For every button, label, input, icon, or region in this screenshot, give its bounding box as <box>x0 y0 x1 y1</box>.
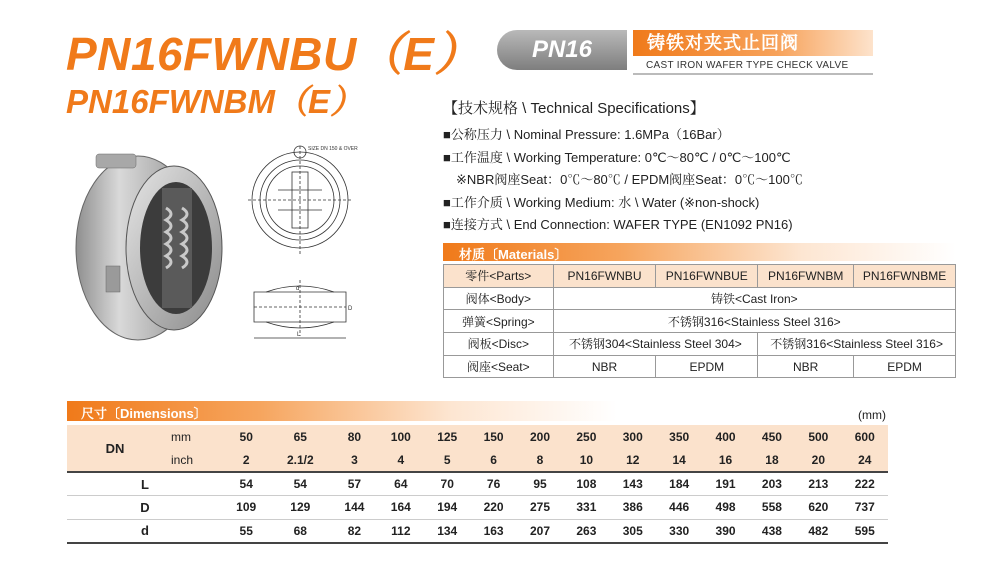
valve-photo <box>66 148 226 348</box>
technical-drawing <box>248 140 368 340</box>
side-view <box>254 280 346 338</box>
dimension-value: 482 <box>795 519 841 543</box>
dimension-row-label: d <box>67 519 223 543</box>
materials-header-model: PN16FWNBU <box>553 265 656 288</box>
dn-mm-value: 80 <box>331 425 377 449</box>
dn-inch-value: 12 <box>610 449 656 473</box>
drawing-dim-d: d <box>296 286 300 292</box>
dimension-value: 129 <box>269 496 331 520</box>
dn-mm-value: 350 <box>656 425 702 449</box>
spec-heading: 【技术规格 \ Technical Specifications】 <box>443 100 705 117</box>
materials-header-bar <box>443 243 956 261</box>
english-subtitle: CAST IRON WAFER TYPE CHECK VALVE <box>646 60 849 71</box>
material-value: 铸铁<Cast Iron> <box>553 287 955 310</box>
dimension-value: 203 <box>749 472 795 496</box>
drawing-size-note: SIZE DN 150 & OVER <box>308 146 358 152</box>
material-value: NBR <box>553 355 656 378</box>
technical-specifications <box>443 97 803 237</box>
dn-mm-value: 250 <box>563 425 609 449</box>
dn-mm-value: 65 <box>269 425 331 449</box>
spec-working-temperature: ■工作温度 \ Working Temperature: 0℃～80℃ / 0℃～100℃ <box>443 149 791 165</box>
product-title-sub: PN16FWNBM（E） <box>66 83 364 120</box>
dimension-value: 386 <box>610 496 656 520</box>
dimension-value: 438 <box>749 519 795 543</box>
dimension-value: 213 <box>795 472 841 496</box>
material-value: 不锈钢316<Stainless Steel 316> <box>553 310 955 333</box>
dimension-value: 446 <box>656 496 702 520</box>
dimension-value: 331 <box>563 496 609 520</box>
materials-table <box>443 264 956 378</box>
materials-row-body <box>444 287 956 310</box>
dn-mm-value: 100 <box>378 425 424 449</box>
material-part-label: 阀体<Body> <box>444 287 554 310</box>
dimension-value: 55 <box>223 519 269 543</box>
dimension-value: 95 <box>517 472 563 496</box>
dimension-value: 558 <box>749 496 795 520</box>
dn-inch-value: 24 <box>842 449 888 473</box>
pressure-badge: PN16 <box>497 30 627 70</box>
dimension-value: 305 <box>610 519 656 543</box>
dimension-value: 220 <box>470 496 516 520</box>
dimension-value: 595 <box>842 519 888 543</box>
materials-header-model: PN16FWNBM <box>758 265 854 288</box>
dn-mm-row <box>67 425 888 449</box>
dimension-value: 76 <box>470 472 516 496</box>
dimension-value: 498 <box>702 496 748 520</box>
materials-title: 材质〔Materials〕 <box>459 247 568 262</box>
dimension-value: 57 <box>331 472 377 496</box>
dn-inch-value: 2 <box>223 449 269 473</box>
dn-inch-value: 14 <box>656 449 702 473</box>
materials-header-row <box>444 265 956 288</box>
dn-inch-value: 8 <box>517 449 563 473</box>
material-part-label: 阀座<Seat> <box>444 355 554 378</box>
dimension-value: 164 <box>378 496 424 520</box>
dimension-value: 68 <box>269 519 331 543</box>
dimension-value: 112 <box>378 519 424 543</box>
dimension-value: 737 <box>842 496 888 520</box>
dimension-row-L <box>67 472 888 496</box>
material-value: EPDM <box>854 355 956 378</box>
dimension-row-label: L <box>67 472 223 496</box>
dimension-value: 143 <box>610 472 656 496</box>
dimension-value: 70 <box>424 472 470 496</box>
dimension-value: 263 <box>563 519 609 543</box>
dimension-value: 64 <box>378 472 424 496</box>
dimension-value: 163 <box>470 519 516 543</box>
dimensions-table <box>67 425 888 544</box>
dn-inch-value: 3 <box>331 449 377 473</box>
subtitle-underline <box>633 73 873 75</box>
materials-row-disc <box>444 333 956 356</box>
dimension-value: 330 <box>656 519 702 543</box>
drawing-dim-D: D <box>348 306 353 312</box>
spec-nominal-pressure: ■公称压力 \ Nominal Pressure: 1.6MPa（16Bar） <box>443 127 730 142</box>
dn-inch-value: 5 <box>424 449 470 473</box>
material-part-label: 阀板<Disc> <box>444 333 554 356</box>
dimension-value: 222 <box>842 472 888 496</box>
dn-inch-value: 6 <box>470 449 516 473</box>
dn-mm-value: 500 <box>795 425 841 449</box>
dimension-value: 194 <box>424 496 470 520</box>
dimension-value: 54 <box>269 472 331 496</box>
dimension-value: 134 <box>424 519 470 543</box>
front-view <box>248 146 352 256</box>
materials-row-seat <box>444 355 956 378</box>
materials-row-spring <box>444 310 956 333</box>
dn-inch-value: 16 <box>702 449 748 473</box>
dimension-value: 54 <box>223 472 269 496</box>
spec-working-medium: ■工作介质 \ Working Medium: 水 \ Water (※non-shock) <box>443 194 760 210</box>
dn-inch-value: 18 <box>749 449 795 473</box>
dimension-value: 275 <box>517 496 563 520</box>
chinese-title: 铸铁对夹式止回阀 <box>633 30 873 56</box>
dn-inch-value: 10 <box>563 449 609 473</box>
dn-label: DN <box>67 425 163 472</box>
materials-header-model: PN16FWNBME <box>854 265 956 288</box>
material-value: EPDM <box>656 355 758 378</box>
dimension-value: 109 <box>223 496 269 520</box>
dn-inch-value: 20 <box>795 449 841 473</box>
dn-mm-value: 300 <box>610 425 656 449</box>
dimension-value: 191 <box>702 472 748 496</box>
dimension-row-D <box>67 496 888 520</box>
dimension-value: 108 <box>563 472 609 496</box>
dimension-value: 82 <box>331 519 377 543</box>
spec-seat-temperature-note: ※NBR阀座Seat：0℃～80℃ / EPDM阀座Seat：0℃～100℃ <box>456 172 803 187</box>
material-value: 不锈钢316<Stainless Steel 316> <box>758 333 956 356</box>
dimension-row-label: D <box>67 496 223 520</box>
drawing-dim-L: L <box>297 332 301 338</box>
dn-mm-value: 450 <box>749 425 795 449</box>
material-value: 不锈钢304<Stainless Steel 304> <box>553 333 758 356</box>
dn-mm-value: 600 <box>842 425 888 449</box>
mm-unit-label: mm <box>163 425 223 449</box>
spec-end-connection: ■连接方式 \ End Connection: WAFER TYPE (EN1092 PN16) <box>443 217 793 232</box>
inch-unit-label: inch <box>163 449 223 473</box>
material-part-label: 弹簧<Spring> <box>444 310 554 333</box>
dimension-value: 207 <box>517 519 563 543</box>
dn-mm-value: 400 <box>702 425 748 449</box>
dn-mm-value: 50 <box>223 425 269 449</box>
dn-inch-row <box>67 449 888 473</box>
dn-mm-value: 125 <box>424 425 470 449</box>
material-value: NBR <box>758 355 854 378</box>
product-title-main: PN16FWNBU（E） <box>66 28 481 80</box>
materials-header-model: PN16FWNBUE <box>656 265 758 288</box>
dimension-value: 620 <box>795 496 841 520</box>
dn-mm-value: 200 <box>517 425 563 449</box>
dimensions-unit: (mm) <box>858 408 886 422</box>
materials-header-parts: 零件<Parts> <box>444 265 554 288</box>
dn-inch-value: 2.1/2 <box>269 449 331 473</box>
dimension-value: 144 <box>331 496 377 520</box>
dn-inch-value: 4 <box>378 449 424 473</box>
dimensions-title: 尺寸〔Dimensions〕 <box>81 406 207 421</box>
dimension-row-d <box>67 519 888 543</box>
dimension-value: 390 <box>702 519 748 543</box>
dimension-value: 184 <box>656 472 702 496</box>
dn-mm-value: 150 <box>470 425 516 449</box>
dimensions-header-bar <box>67 401 617 421</box>
